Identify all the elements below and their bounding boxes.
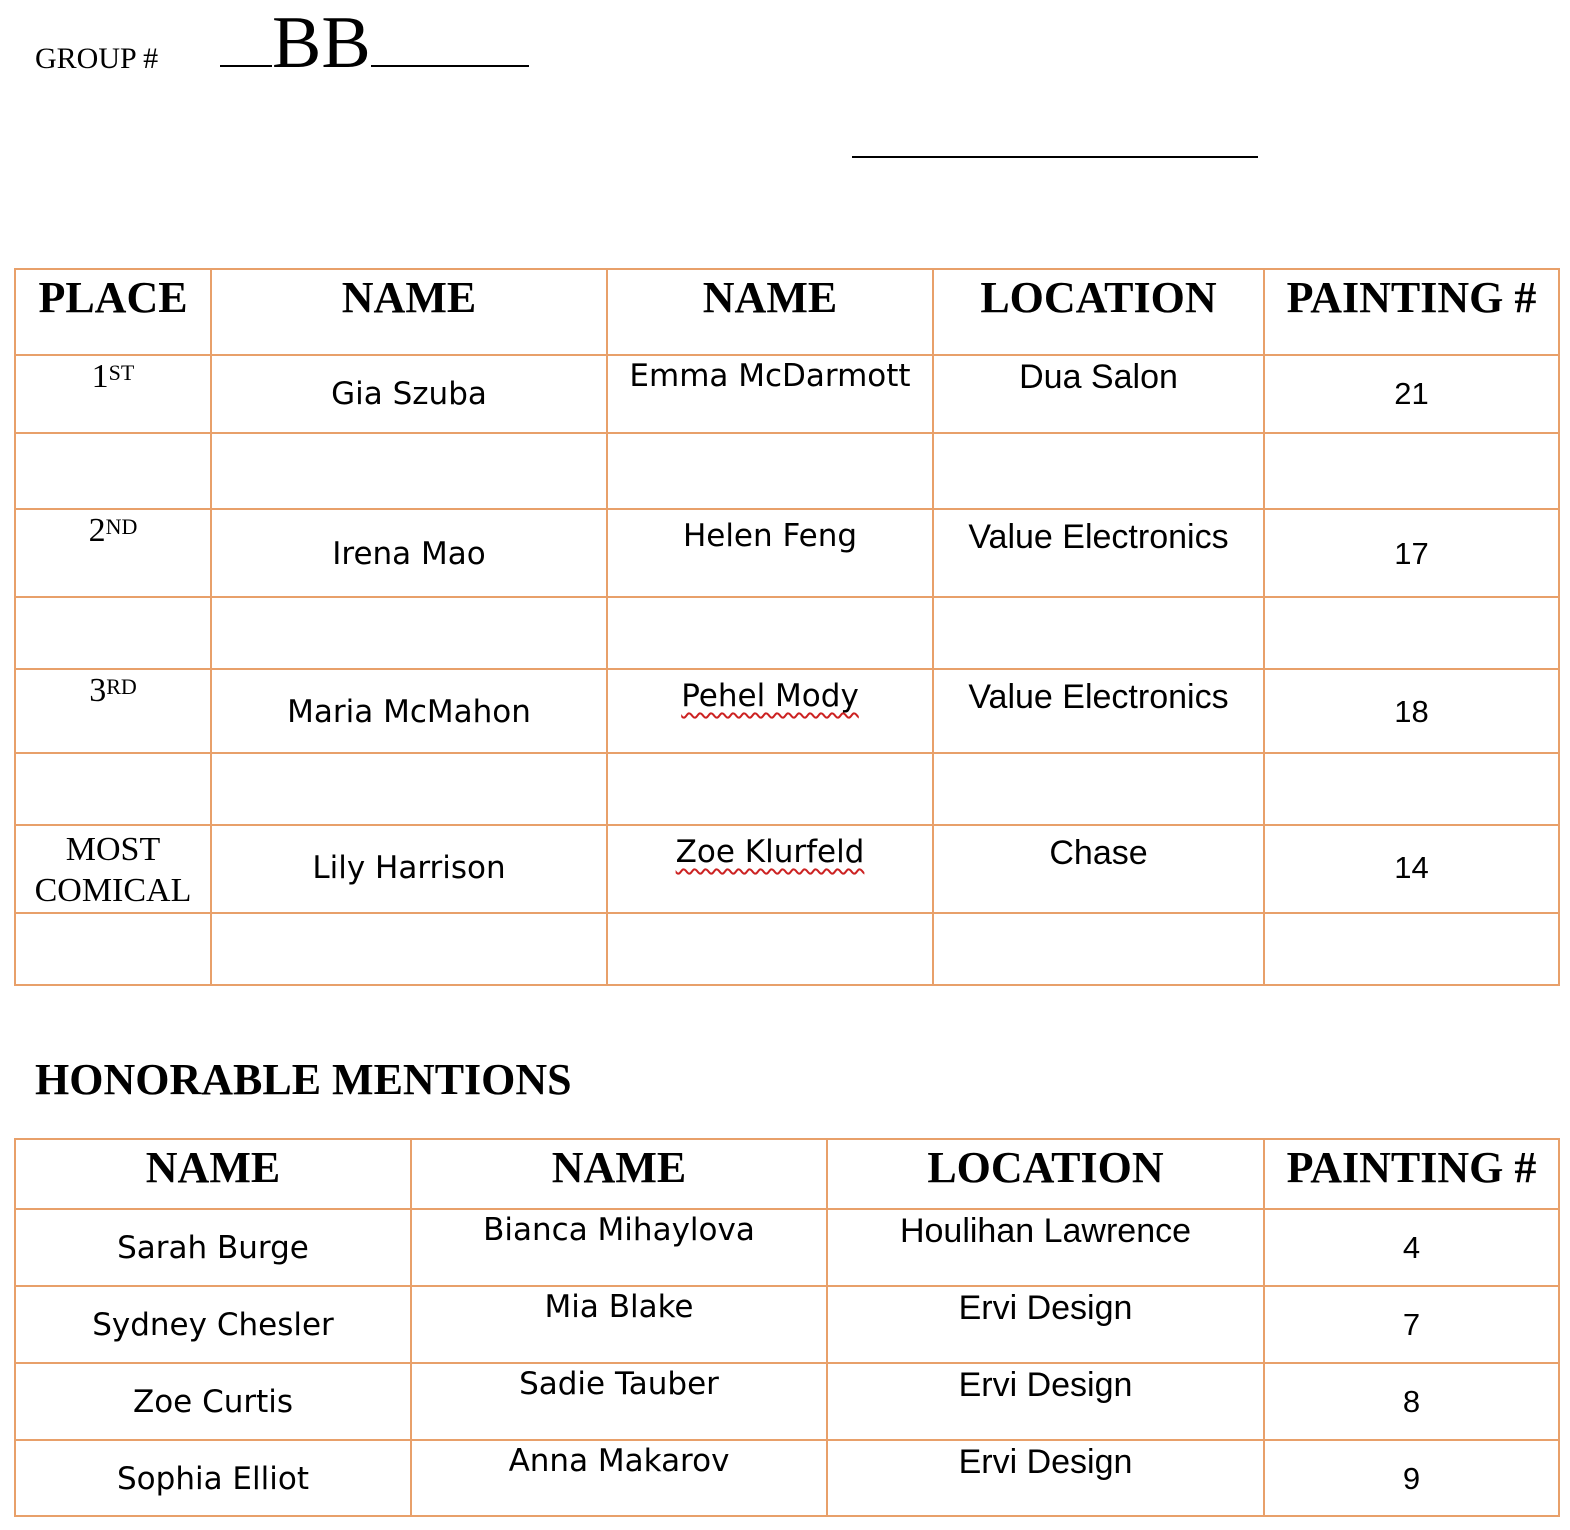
participant-name: Bianca Mihaylova (483, 1212, 755, 1248)
location-cell (933, 355, 1264, 433)
place-cell (15, 509, 211, 597)
location-cell (933, 669, 1264, 753)
participant-name: Sophia Elliot (117, 1461, 309, 1497)
name-cell (607, 509, 933, 597)
table-row (15, 669, 1559, 753)
place-cell (15, 825, 211, 913)
column-header-name: NAME (15, 1139, 411, 1209)
table-row (15, 355, 1559, 433)
location-text: Ervi Design (958, 1443, 1133, 1481)
participant-name: Helen Feng (682, 518, 858, 554)
location-text: Dua Salon (1019, 358, 1178, 396)
name-cell (411, 1286, 827, 1363)
painting-cell (1264, 1209, 1559, 1286)
name-cell (411, 1440, 827, 1516)
name-cell (211, 355, 607, 433)
table-row (15, 1440, 1559, 1516)
location-cell (827, 1440, 1264, 1516)
honorable-mentions-table (14, 1138, 1560, 1517)
painting-number: 8 (1402, 1384, 1421, 1419)
honorable-mentions-title: HONORABLE MENTIONS (35, 1055, 572, 1104)
participant-name: Sadie Tauber (519, 1366, 719, 1402)
location-text: Chase (1049, 834, 1148, 872)
name-cell (15, 1286, 411, 1363)
location-text: Value Electronics (968, 678, 1229, 716)
column-header-name: NAME (211, 269, 607, 355)
place-line: MOST (65, 831, 161, 868)
column-header-name: NAME (411, 1139, 827, 1209)
name-cell (607, 669, 933, 753)
location-text: Ervi Design (958, 1289, 1133, 1327)
painting-number: 9 (1402, 1461, 1421, 1496)
place-number: 2 (88, 512, 106, 549)
painting-cell (1264, 1363, 1559, 1440)
winners-header-row (15, 269, 1559, 355)
group-value-text: BB (272, 2, 371, 84)
empty-row (15, 753, 1559, 825)
painting-cell (1264, 509, 1559, 597)
empty-row (15, 597, 1559, 669)
participant-name: Emma McDarmott (629, 358, 911, 394)
location-cell (827, 1363, 1264, 1440)
participant-name: Sydney Chesler (92, 1307, 334, 1343)
place-suffix: ND (105, 514, 138, 539)
place-number: 3 (89, 672, 107, 709)
name-cell (15, 1440, 411, 1516)
participant-name: Anna Makarov (508, 1443, 730, 1479)
participant-name: Sarah Burge (117, 1230, 309, 1266)
column-header-place: PLACE (15, 269, 211, 355)
column-header-painting: PAINTING # (1264, 269, 1559, 355)
signature-line (852, 156, 1258, 158)
painting-cell (1264, 825, 1559, 913)
place-line: COMICAL (34, 871, 192, 909)
empty-row (15, 913, 1559, 985)
painting-cell (1264, 669, 1559, 753)
painting-number: 21 (1394, 376, 1429, 411)
name-cell (607, 355, 933, 433)
name-cell (211, 825, 607, 913)
location-cell (933, 509, 1264, 597)
location-cell (827, 1209, 1264, 1286)
painting-cell (1264, 1286, 1559, 1363)
column-header-painting: PAINTING # (1264, 1139, 1559, 1209)
place-suffix: ST (108, 360, 135, 385)
honorable-header-row (15, 1139, 1559, 1209)
painting-number: 14 (1394, 850, 1429, 885)
winners-table (14, 268, 1560, 986)
location-cell (933, 825, 1264, 913)
table-row (15, 1363, 1559, 1440)
column-header-location: LOCATION (933, 269, 1264, 355)
place-cell (15, 355, 211, 433)
participant-name: Gia Szuba (331, 376, 487, 412)
empty-row (15, 433, 1559, 509)
painting-number: 18 (1394, 694, 1429, 729)
table-row (15, 825, 1559, 913)
painting-cell (1264, 1440, 1559, 1516)
name-cell (15, 1363, 411, 1440)
name-cell (411, 1209, 827, 1286)
group-label: GROUP # (35, 42, 159, 75)
participant-name: Maria McMahon (287, 694, 531, 730)
participant-name: Irena Mao (332, 536, 486, 572)
location-text: Value Electronics (968, 518, 1229, 556)
group-value (220, 2, 529, 84)
table-row (15, 509, 1559, 597)
painting-number: 4 (1402, 1230, 1421, 1265)
name-cell (607, 825, 933, 913)
painting-number: 17 (1394, 536, 1429, 571)
name-cell (15, 1209, 411, 1286)
table-row (15, 1209, 1559, 1286)
location-text: Ervi Design (958, 1366, 1133, 1404)
place-number: 1 (91, 358, 109, 395)
place-suffix: RD (106, 674, 137, 699)
participant-name: Lily Harrison (312, 850, 506, 886)
column-header-name: NAME (607, 269, 933, 355)
location-cell (827, 1286, 1264, 1363)
participant-name: Zoe Curtis (132, 1384, 294, 1420)
participant-name: Pehel Mody (681, 678, 859, 714)
painting-cell (1264, 355, 1559, 433)
painting-number: 7 (1402, 1307, 1421, 1342)
participant-name: Zoe Klurfeld (675, 834, 865, 870)
table-row (15, 1286, 1559, 1363)
name-cell (211, 669, 607, 753)
name-cell (211, 509, 607, 597)
place-cell (15, 669, 211, 753)
column-header-location: LOCATION (827, 1139, 1264, 1209)
location-text: Houlihan Lawrence (899, 1212, 1192, 1250)
participant-name: Mia Blake (544, 1289, 694, 1325)
name-cell (411, 1363, 827, 1440)
